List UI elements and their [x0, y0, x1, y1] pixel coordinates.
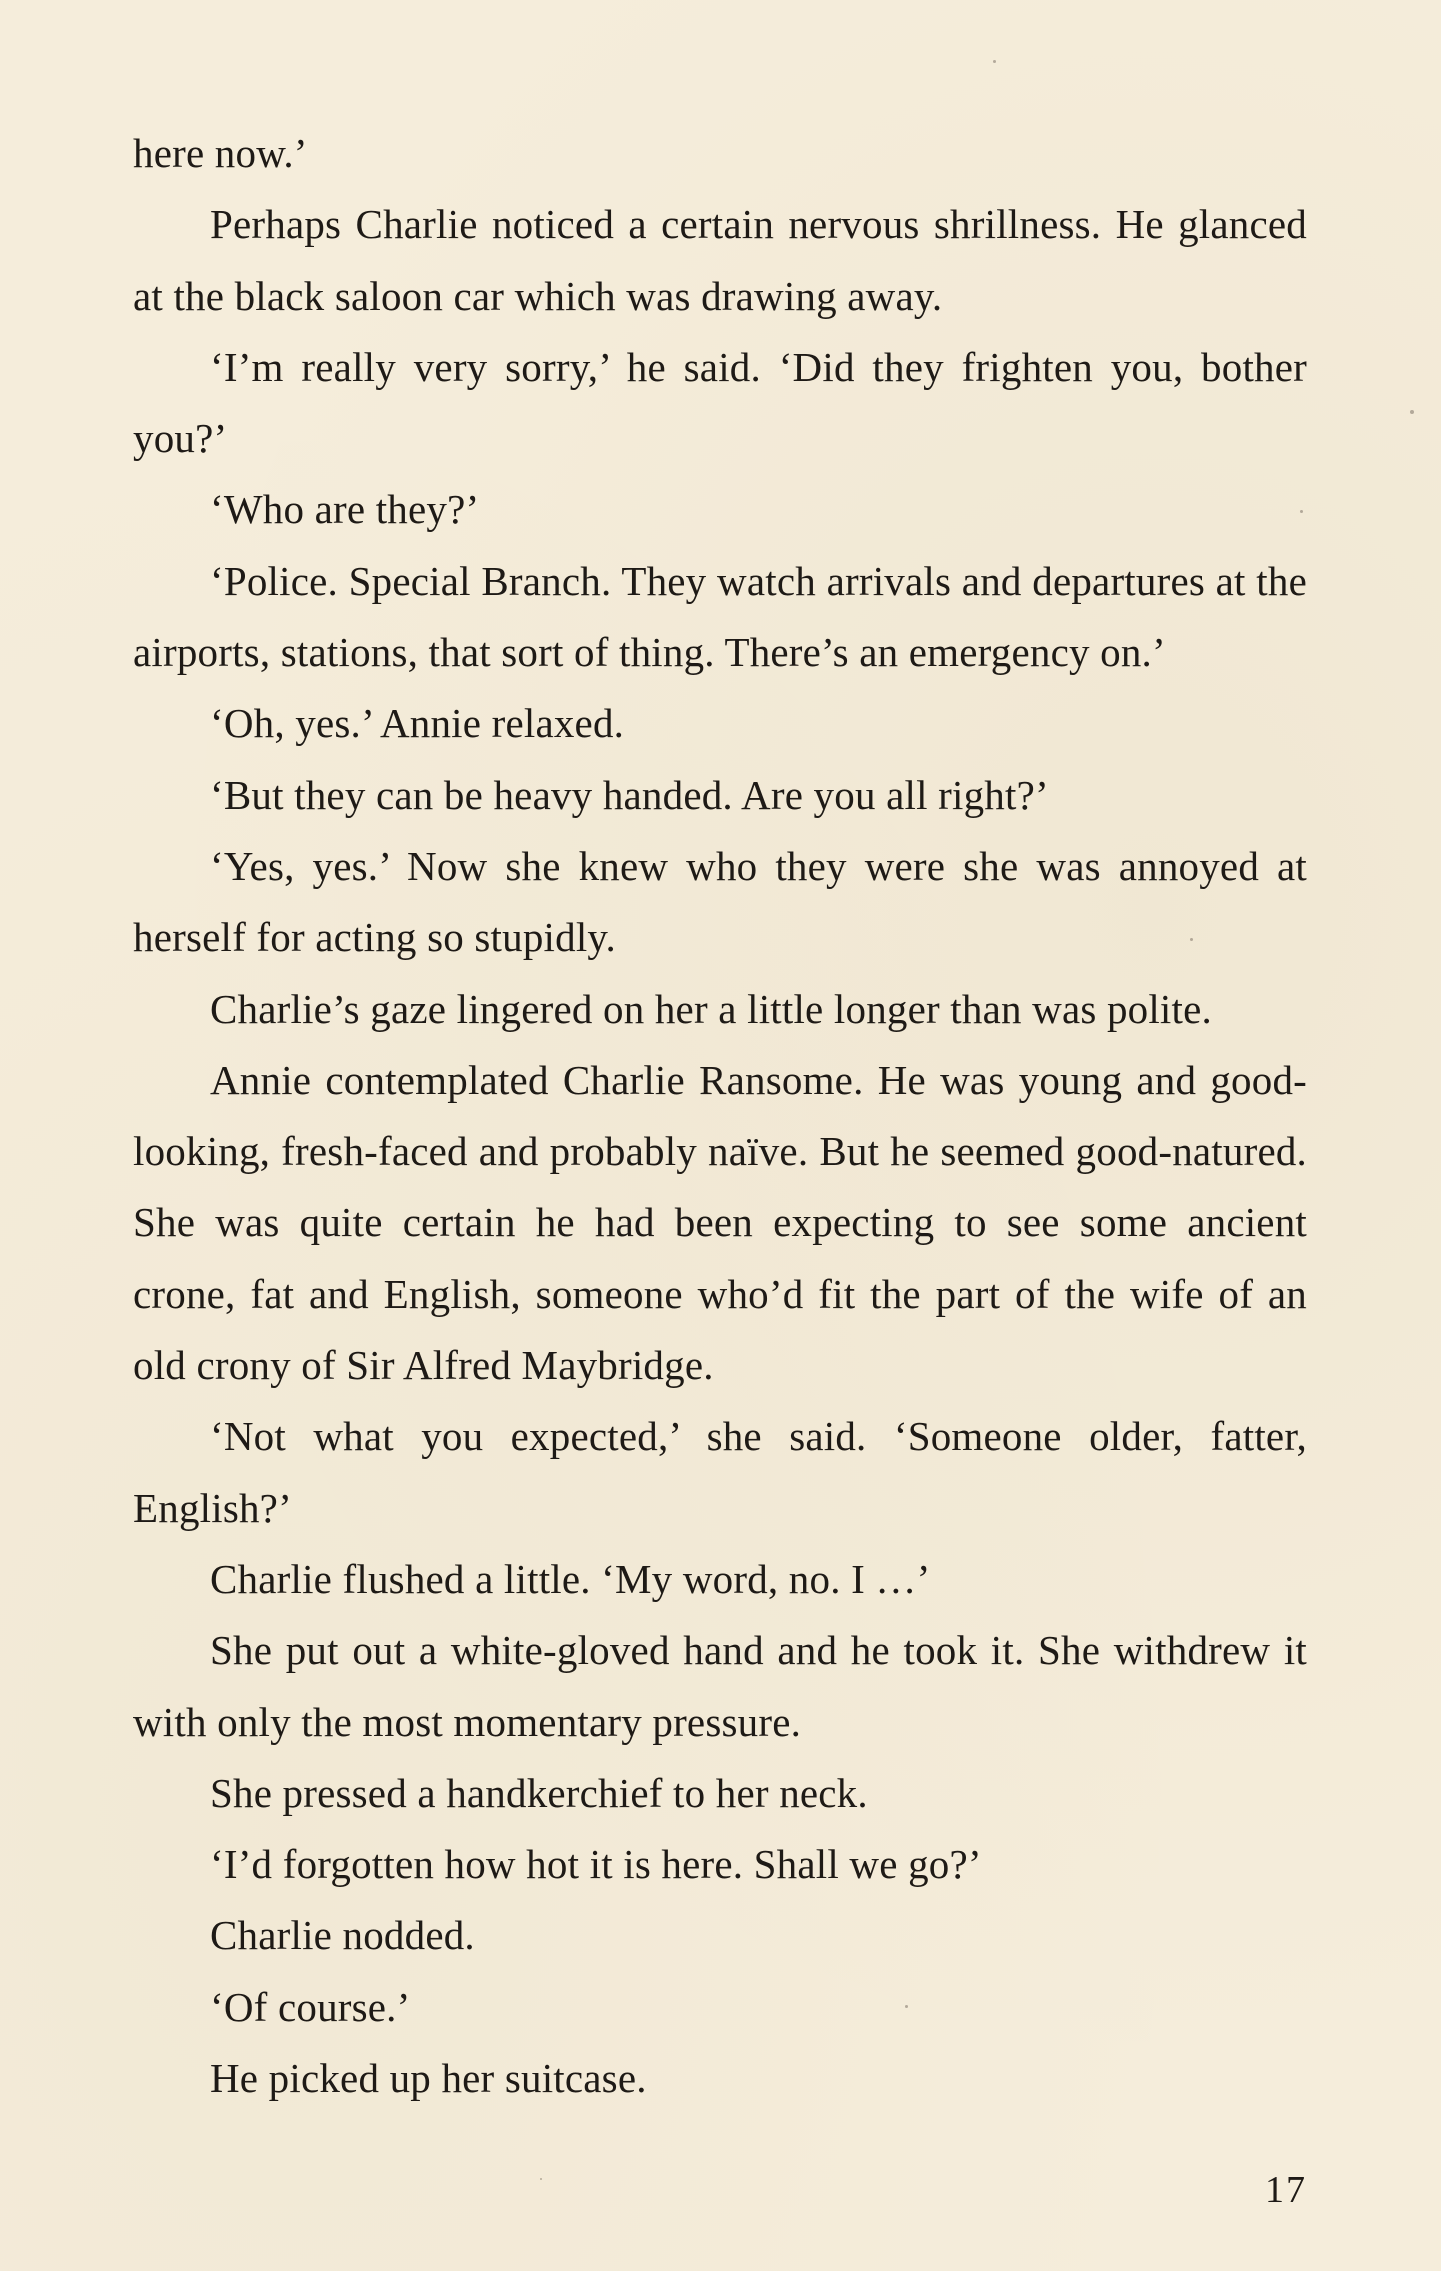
paragraph: ‘Police. Special Branch. They watch arrivals and departures at the airports, stations, that sort of thing. There’s an emergency on.’ — [133, 557, 1307, 676]
speck — [1410, 410, 1414, 414]
paragraph: Charlie nodded. — [210, 1912, 475, 1959]
paragraph: ‘Oh, yes.’ Annie relaxed. — [210, 700, 625, 747]
speck — [905, 2005, 908, 2008]
paragraph: ‘Of course.’ — [210, 1983, 411, 2030]
speck — [1190, 938, 1193, 941]
paragraph: ‘I’d forgotten how hot it is here. Shall we go?’ — [210, 1841, 982, 1888]
speck — [993, 60, 996, 63]
paragraph: She pressed a handkerchief to her neck. — [210, 1769, 868, 1816]
paragraph: here now.’ — [133, 130, 308, 176]
paragraph: ‘Who are they?’ — [210, 486, 480, 533]
paragraph: ‘I’m really very sorry,’ he said. ‘Did they frighten you, bother you?’ — [133, 343, 1307, 462]
paragraph: Perhaps Charlie noticed a certain nervous shrillness. He glanced at the black saloon car which was drawing away. — [133, 201, 1307, 319]
speck — [1300, 510, 1303, 513]
paragraph: Charlie flushed a little. ‘My word, no. I …’ — [210, 1555, 931, 1602]
paragraph: She put out a white-gloved hand and he took it. She withdrew it with only the most momentary pressure. — [133, 1627, 1307, 1745]
paragraph: He picked up her suitcase. — [210, 2055, 647, 2102]
paragraph: ‘Not what you expected,’ she said. ‘Someone older, fatter, English?’ — [133, 1413, 1307, 1531]
paragraph: ‘But they can be heavy handed. Are you all right?’ — [210, 771, 1049, 818]
page-number: 17 — [1265, 2169, 1307, 2211]
paragraph: Charlie’s gaze lingered on her a little longer than was polite. — [210, 985, 1212, 1032]
paragraph: ‘Yes, yes.’ Now she knew who they were she was annoyed at herself for acting so stupidly. — [133, 842, 1307, 961]
body-text — [133, 118, 1307, 2114]
paragraph: Annie contemplated Charlie Ransome. He was young and good-looking, fresh-faced and probably naïve. But he seemed good-natured. She was quite certain he had been expecting to see some ancient crone, fat and English, someone who’d fit the part of the wife of an old crony of Sir Alfred Maybridge. — [133, 1056, 1307, 1389]
speck — [540, 2178, 542, 2180]
